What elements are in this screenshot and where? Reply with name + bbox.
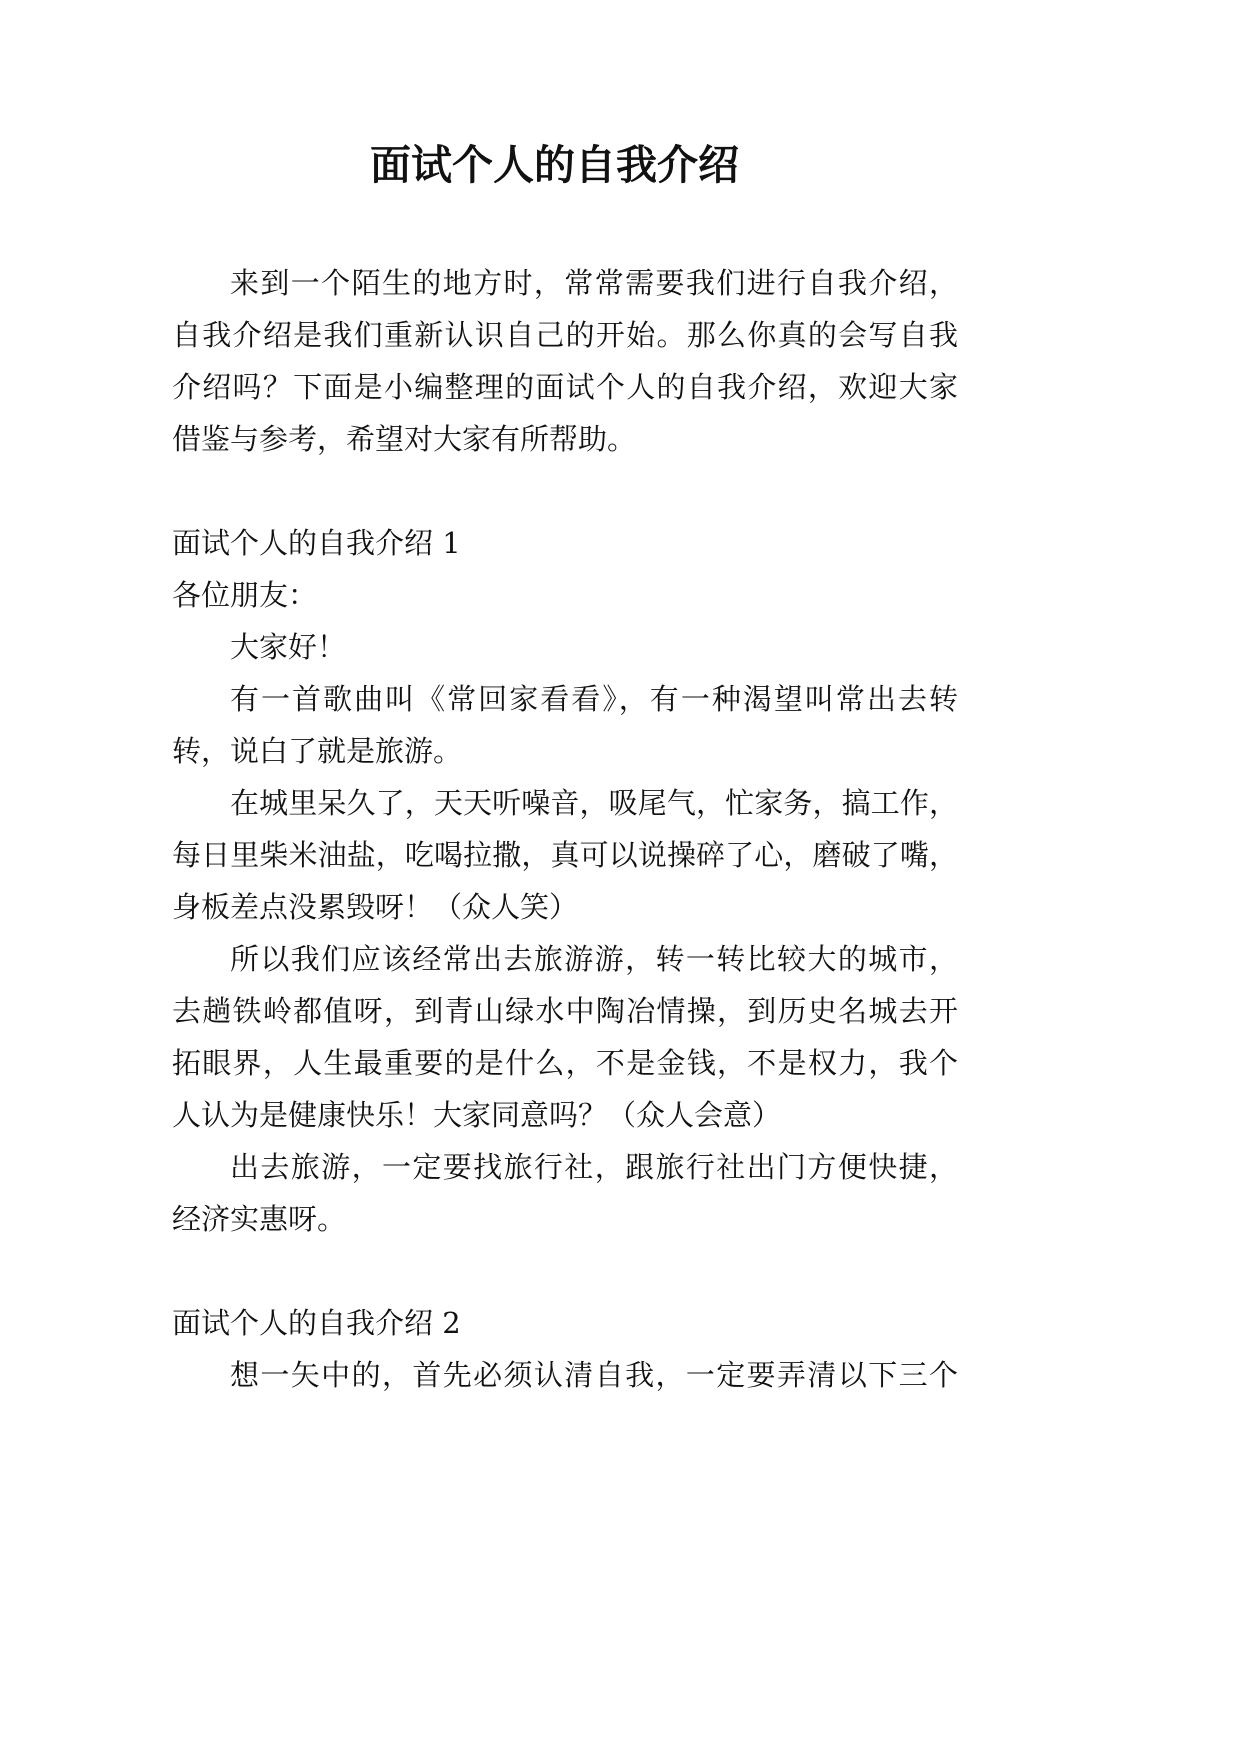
text-line xyxy=(172,361,958,413)
paragraph xyxy=(172,1141,958,1245)
document-title: 面试个人的自我介绍 xyxy=(370,141,739,189)
document-body xyxy=(172,257,961,1401)
paragraph xyxy=(172,257,958,465)
line-text: 大家好！ xyxy=(230,630,347,664)
text-line xyxy=(172,1193,958,1245)
text-line xyxy=(172,1297,958,1349)
text-line xyxy=(172,777,958,829)
paragraph xyxy=(172,673,961,777)
paragraph xyxy=(172,621,958,673)
line-text: 经济实惠呀。 xyxy=(172,1202,347,1236)
text-line xyxy=(172,517,958,569)
paragraph xyxy=(172,1349,958,1401)
line-text: 面试个人的自我介绍 1 xyxy=(172,526,461,560)
text-line xyxy=(172,673,961,725)
text-line xyxy=(172,985,958,1037)
paragraph xyxy=(172,933,958,1141)
line-text: 面试个人的自我介绍 2 xyxy=(172,1306,461,1340)
section-heading xyxy=(172,517,958,569)
text-line xyxy=(172,725,958,777)
text-line xyxy=(172,1349,958,1401)
line-text: 身板差点没累毁呀！（众人笑） xyxy=(172,890,579,924)
text-line xyxy=(172,621,958,673)
line-text: 转，说白了就是旅游。 xyxy=(172,734,463,768)
text-line xyxy=(172,309,958,361)
line-text: 在城里呆久了，天天听噪音，吸尾气，忙家务，搞工作， xyxy=(230,786,959,820)
line-text: 想一矢中的，首先必须认清自我，一定要弄清以下三个 xyxy=(230,1358,960,1392)
line-text: 来到一个陌生的地方时，常常需要我们进行自我介绍， xyxy=(230,266,960,300)
text-line xyxy=(172,1037,958,1089)
line-text: 去趟铁岭都值呀，到青山绿水中陶冶情操，到历史名城去开 xyxy=(172,994,960,1028)
text-line xyxy=(172,881,958,933)
line-text: 拓眼界，人生最重要的是什么，不是金钱，不是权力，我个 xyxy=(172,1046,960,1080)
text-line xyxy=(172,569,958,621)
line-text: 有一首歌曲叫《常回家看看》，有一种渴望叫常出去转 xyxy=(230,682,961,716)
text-line xyxy=(172,829,958,881)
line-text: 介绍吗？下面是小编整理的面试个人的自我介绍，欢迎大家 xyxy=(172,370,960,404)
section-heading xyxy=(172,1297,958,1349)
text-line xyxy=(172,413,958,465)
line-text: 每日里柴米油盐，吃喝拉撒，真可以说操碎了心，磨破了嘴， xyxy=(172,838,959,872)
line-text: 自我介绍是我们重新认识自己的开始。那么你真的会写自我 xyxy=(172,318,960,352)
line-text: 各位朋友： xyxy=(172,578,318,612)
line-text: 人认为是健康快乐！大家同意吗？（众人会意） xyxy=(172,1098,782,1132)
text-line xyxy=(172,933,958,985)
line-text: 出去旅游，一定要找旅行社，跟旅行社出门方便快捷， xyxy=(230,1150,960,1184)
text-line xyxy=(172,1141,958,1193)
line-text: 借鉴与参考，希望对大家有所帮助。 xyxy=(172,422,637,456)
paragraph xyxy=(172,777,958,933)
text-line xyxy=(172,257,958,309)
line-text: 所以我们应该经常出去旅游游，转一转比较大的城市， xyxy=(230,942,960,976)
salutation xyxy=(172,569,958,621)
text-line xyxy=(172,1089,958,1141)
